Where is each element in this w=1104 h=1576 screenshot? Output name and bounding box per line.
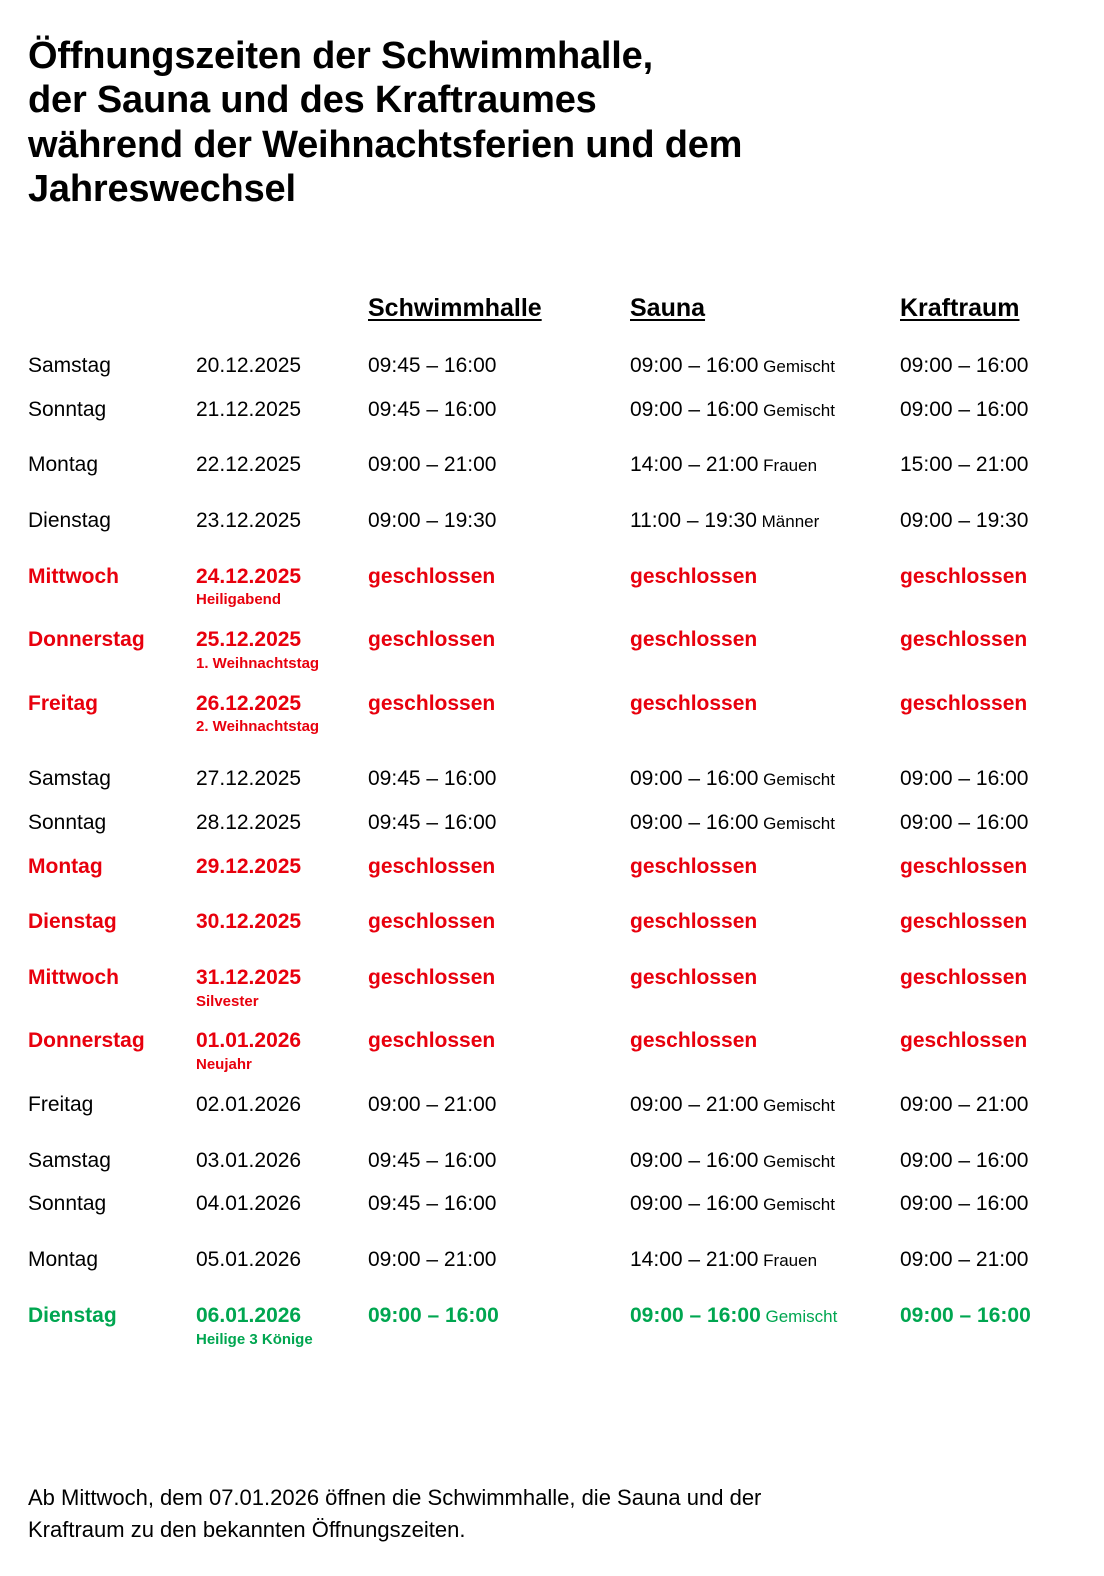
cell-sauna-hours	[630, 806, 900, 840]
cell-sauna-hours	[630, 1187, 900, 1221]
schwimmhalle-hours: 09:45 – 16:00	[368, 353, 497, 377]
schwimmhalle-hours: 09:45 – 16:00	[368, 810, 497, 834]
cell-schwimmhalle-hours	[368, 623, 630, 676]
cell-kraftraum-hours	[900, 1024, 1048, 1077]
row-spacer	[28, 383, 1048, 393]
cell-weekday	[28, 504, 196, 538]
cell-date	[196, 560, 368, 613]
cell-kraftraum-hours	[900, 349, 1048, 383]
weekday-label: Dienstag	[28, 1303, 117, 1327]
weekday-label: Sonntag	[28, 397, 107, 421]
cell-weekday	[28, 806, 196, 840]
cell-kraftraum-hours	[900, 1088, 1048, 1122]
kraftraum-hours: 09:00 – 16:00	[900, 767, 1029, 791]
sauna-hours: geschlossen	[630, 628, 758, 652]
cell-kraftraum-hours	[900, 1243, 1048, 1277]
row-spacer	[28, 740, 1048, 762]
table-row	[28, 448, 1048, 482]
sauna-hours: 09:00 – 16:00	[630, 353, 759, 377]
cell-schwimmhalle-hours	[368, 1088, 630, 1122]
sauna-audience-note: Frauen	[758, 1251, 818, 1271]
sauna-audience-note: Männer	[756, 511, 820, 531]
date-label: 26.12.2025	[196, 691, 302, 715]
cell-weekday	[28, 1088, 196, 1122]
cell-weekday	[28, 1024, 196, 1077]
sauna-audience-note: Gemischt	[758, 1195, 835, 1215]
kraftraum-hours: geschlossen	[900, 854, 1028, 878]
table-row	[28, 1243, 1048, 1277]
table-row	[28, 1088, 1048, 1122]
cell-kraftraum-hours	[900, 393, 1048, 427]
kraftraum-hours: geschlossen	[900, 628, 1028, 652]
cell-sauna-hours	[630, 504, 900, 538]
sauna-hours: 11:00 – 19:30	[630, 508, 757, 532]
column-header-sauna: Sauna	[630, 293, 706, 322]
cell-sauna-hours	[630, 1024, 900, 1077]
cell-date	[196, 1299, 368, 1352]
cell-date	[196, 623, 368, 676]
cell-weekday	[28, 349, 196, 383]
cell-weekday	[28, 1144, 196, 1178]
row-spacer-cell	[28, 1221, 1048, 1243]
cell-kraftraum-hours	[900, 762, 1048, 796]
kraftraum-hours: geschlossen	[900, 564, 1028, 588]
cell-date	[196, 961, 368, 1014]
cell-weekday	[28, 850, 196, 884]
sauna-audience-note: Gemischt	[758, 400, 835, 420]
sauna-hours: 09:00 – 16:00	[630, 397, 759, 421]
schwimmhalle-hours: geschlossen	[368, 854, 496, 878]
column-header-kraftraum: Kraftraum	[900, 293, 1020, 322]
table-row	[28, 349, 1048, 383]
table-row	[28, 560, 1048, 613]
table-row	[28, 961, 1048, 1014]
holiday-name: 1. Weihnachtstag	[196, 654, 320, 672]
date-label: 30.12.2025	[196, 910, 302, 934]
schwimmhalle-hours: 09:45 – 16:00	[368, 1148, 497, 1172]
cell-kraftraum-hours	[900, 448, 1048, 482]
date-label: 04.01.2026	[196, 1192, 302, 1216]
cell-sauna-hours	[630, 762, 900, 796]
cell-date	[196, 1088, 368, 1122]
cell-kraftraum-hours	[900, 806, 1048, 840]
footer-note: Ab Mittwoch, dem 07.01.2026 öffnen die Schwimmhalle, die Sauna und der Kraftraum zu den bekannten Öffnungszeiten.	[28, 1485, 762, 1543]
cell-kraftraum-hours	[900, 623, 1048, 676]
date-label: 29.12.2025	[196, 854, 302, 878]
cell-weekday	[28, 905, 196, 939]
date-label: 01.01.2026	[196, 1029, 302, 1053]
kraftraum-hours: 09:00 – 16:00	[900, 1303, 1031, 1327]
sauna-hours: 09:00 – 16:00	[630, 1303, 761, 1327]
date-label: 27.12.2025	[196, 767, 302, 791]
schedule-table-wrapper	[28, 294, 1076, 1352]
cell-sauna-hours	[630, 393, 900, 427]
cell-schwimmhalle-hours	[368, 1299, 630, 1352]
sauna-hours: geschlossen	[630, 564, 758, 588]
cell-weekday	[28, 762, 196, 796]
row-spacer-cell	[28, 1122, 1048, 1144]
row-spacer	[28, 426, 1048, 448]
kraftraum-hours: 09:00 – 19:30	[900, 508, 1029, 532]
cell-schwimmhalle-hours	[368, 349, 630, 383]
date-label: 21.12.2025	[196, 397, 302, 421]
date-label: 02.01.2026	[196, 1092, 302, 1116]
row-spacer-cell	[28, 426, 1048, 448]
schwimmhalle-hours: geschlossen	[368, 628, 496, 652]
sauna-hours: geschlossen	[630, 1029, 758, 1053]
sauna-hours: 09:00 – 16:00	[630, 1148, 759, 1172]
weekday-label: Montag	[28, 1248, 99, 1272]
schwimmhalle-hours: geschlossen	[368, 691, 496, 715]
row-spacer-cell	[28, 538, 1048, 560]
cell-sauna-hours	[630, 850, 900, 884]
date-label: 06.01.2026	[196, 1303, 302, 1327]
weekday-label: Donnerstag	[28, 1029, 145, 1053]
row-spacer	[28, 677, 1048, 687]
weekday-label: Montag	[28, 453, 99, 477]
cell-date	[196, 1144, 368, 1178]
weekday-label: Montag	[28, 854, 103, 878]
cell-date	[196, 504, 368, 538]
cell-weekday	[28, 623, 196, 676]
cell-schwimmhalle-hours	[368, 560, 630, 613]
cell-sauna-hours	[630, 905, 900, 939]
schwimmhalle-hours: geschlossen	[368, 910, 496, 934]
row-spacer	[28, 1122, 1048, 1144]
table-row	[28, 393, 1048, 427]
kraftraum-hours: 09:00 – 21:00	[900, 1092, 1029, 1116]
kraftraum-hours: geschlossen	[900, 965, 1028, 989]
table-row	[28, 504, 1048, 538]
row-spacer-cell	[28, 796, 1048, 806]
date-label: 05.01.2026	[196, 1248, 302, 1272]
cell-kraftraum-hours	[900, 504, 1048, 538]
cell-date	[196, 762, 368, 796]
cell-sauna-hours	[630, 1299, 900, 1352]
cell-schwimmhalle-hours	[368, 1024, 630, 1077]
column-header-date	[196, 294, 368, 349]
cell-schwimmhalle-hours	[368, 905, 630, 939]
date-label: 03.01.2026	[196, 1148, 302, 1172]
table-row	[28, 905, 1048, 939]
cell-date	[196, 393, 368, 427]
schwimmhalle-hours: geschlossen	[368, 564, 496, 588]
kraftraum-hours: 09:00 – 16:00	[900, 810, 1029, 834]
kraftraum-hours: 09:00 – 16:00	[900, 353, 1029, 377]
sauna-audience-note: Gemischt	[758, 1095, 835, 1115]
row-spacer	[28, 796, 1048, 806]
cell-sauna-hours	[630, 349, 900, 383]
sauna-hours: 09:00 – 16:00	[630, 810, 759, 834]
row-spacer-cell	[28, 1078, 1048, 1088]
row-spacer-cell	[28, 383, 1048, 393]
cell-schwimmhalle-hours	[368, 1144, 630, 1178]
cell-date	[196, 349, 368, 383]
date-label: 31.12.2025	[196, 965, 302, 989]
row-spacer	[28, 840, 1048, 850]
kraftraum-hours: 09:00 – 16:00	[900, 397, 1029, 421]
date-label: 23.12.2025	[196, 508, 302, 532]
schwimmhalle-hours: geschlossen	[368, 1029, 496, 1053]
cell-date	[196, 806, 368, 840]
weekday-label: Dienstag	[28, 910, 117, 934]
cell-sauna-hours	[630, 1144, 900, 1178]
sauna-hours: 09:00 – 21:00	[630, 1092, 759, 1116]
cell-sauna-hours	[630, 1088, 900, 1122]
cell-weekday	[28, 393, 196, 427]
cell-schwimmhalle-hours	[368, 448, 630, 482]
cell-schwimmhalle-hours	[368, 1243, 630, 1277]
kraftraum-hours: geschlossen	[900, 691, 1028, 715]
sauna-hours: 09:00 – 16:00	[630, 1192, 759, 1216]
schwimmhalle-hours: 09:00 – 21:00	[368, 1248, 497, 1272]
kraftraum-hours: geschlossen	[900, 910, 1028, 934]
sauna-hours: 14:00 – 21:00	[630, 453, 759, 477]
cell-weekday	[28, 1243, 196, 1277]
column-header-schwimmhalle: Schwimmhalle	[368, 293, 542, 322]
cell-date	[196, 1024, 368, 1077]
weekday-label: Samstag	[28, 1148, 111, 1172]
weekday-label: Samstag	[28, 767, 111, 791]
cell-date	[196, 1187, 368, 1221]
kraftraum-hours: 09:00 – 16:00	[900, 1192, 1029, 1216]
cell-sauna-hours	[630, 623, 900, 676]
weekday-label: Sonntag	[28, 1192, 107, 1216]
cell-kraftraum-hours	[900, 687, 1048, 740]
schwimmhalle-hours: 09:00 – 16:00	[368, 1303, 499, 1327]
weekday-label: Sonntag	[28, 810, 107, 834]
row-spacer-cell	[28, 482, 1048, 504]
row-spacer-cell	[28, 840, 1048, 850]
sauna-audience-note: Gemischt	[758, 813, 835, 833]
cell-weekday	[28, 961, 196, 1014]
weekday-label: Samstag	[28, 353, 111, 377]
cell-weekday	[28, 1187, 196, 1221]
cell-date	[196, 905, 368, 939]
cell-weekday	[28, 448, 196, 482]
cell-sauna-hours	[630, 560, 900, 613]
date-label: 22.12.2025	[196, 453, 302, 477]
row-spacer	[28, 538, 1048, 560]
holiday-name: Neujahr	[196, 1056, 252, 1074]
schwimmhalle-hours: 09:00 – 21:00	[368, 453, 497, 477]
date-label: 24.12.2025	[196, 564, 302, 588]
weekday-label: Freitag	[28, 1092, 94, 1116]
cell-sauna-hours	[630, 961, 900, 1014]
cell-kraftraum-hours	[900, 905, 1048, 939]
cell-schwimmhalle-hours	[368, 1187, 630, 1221]
weekday-label: Dienstag	[28, 508, 111, 532]
row-spacer	[28, 883, 1048, 905]
table-head	[28, 294, 1048, 349]
cell-kraftraum-hours	[900, 850, 1048, 884]
weekday-label: Freitag	[28, 691, 99, 715]
cell-date	[196, 448, 368, 482]
schwimmhalle-hours: 09:45 – 16:00	[368, 1192, 497, 1216]
row-spacer-cell	[28, 1277, 1048, 1299]
table-row	[28, 806, 1048, 840]
cell-schwimmhalle-hours	[368, 806, 630, 840]
cell-schwimmhalle-hours	[368, 850, 630, 884]
sauna-audience-note: Gemischt	[758, 770, 835, 790]
sauna-hours: geschlossen	[630, 854, 758, 878]
row-spacer	[28, 1277, 1048, 1299]
table-row	[28, 762, 1048, 796]
table-row	[28, 1187, 1048, 1221]
weekday-label: Mittwoch	[28, 564, 119, 588]
schwimmhalle-hours: geschlossen	[368, 965, 496, 989]
holiday-name: Heilige 3 Könige	[196, 1330, 313, 1348]
cell-kraftraum-hours	[900, 1187, 1048, 1221]
row-spacer	[28, 1177, 1048, 1187]
cell-schwimmhalle-hours	[368, 504, 630, 538]
schwimmhalle-hours: 09:45 – 16:00	[368, 767, 497, 791]
row-spacer	[28, 613, 1048, 623]
cell-weekday	[28, 687, 196, 740]
row-spacer	[28, 1221, 1048, 1243]
table-row	[28, 1299, 1048, 1352]
cell-schwimmhalle-hours	[368, 687, 630, 740]
column-header-day	[28, 294, 196, 349]
sauna-audience-note: Gemischt	[760, 1306, 838, 1326]
cell-schwimmhalle-hours	[368, 762, 630, 796]
row-spacer	[28, 1014, 1048, 1024]
sauna-hours: geschlossen	[630, 691, 758, 715]
row-spacer-cell	[28, 1177, 1048, 1187]
row-spacer-cell	[28, 740, 1048, 762]
cell-kraftraum-hours	[900, 1144, 1048, 1178]
row-spacer-cell	[28, 939, 1048, 961]
cell-date	[196, 1243, 368, 1277]
table-row	[28, 1144, 1048, 1178]
sauna-audience-note: Gemischt	[758, 1151, 835, 1171]
row-spacer-cell	[28, 677, 1048, 687]
cell-weekday	[28, 1299, 196, 1352]
row-spacer-cell	[28, 1014, 1048, 1024]
schwimmhalle-hours: 09:00 – 21:00	[368, 1092, 497, 1116]
sauna-hours: 09:00 – 16:00	[630, 767, 759, 791]
sauna-hours: geschlossen	[630, 910, 758, 934]
opening-hours-table	[28, 294, 1048, 1352]
row-spacer	[28, 1078, 1048, 1088]
cell-schwimmhalle-hours	[368, 393, 630, 427]
sauna-hours: 14:00 – 21:00	[630, 1248, 759, 1272]
kraftraum-hours: geschlossen	[900, 1029, 1028, 1053]
holiday-name: 2. Weihnachtstag	[196, 718, 320, 736]
row-spacer	[28, 939, 1048, 961]
table-body	[28, 349, 1048, 1352]
cell-kraftraum-hours	[900, 1299, 1048, 1352]
row-spacer-cell	[28, 613, 1048, 623]
page-title: Öffnungszeiten der Schwimmhalle, der Sauna und des Kraftraumes während der Weihnachtsferien und dem Jahreswechsel	[28, 35, 743, 211]
table-header-row	[28, 294, 1048, 349]
holiday-name: Silvester	[196, 992, 259, 1010]
cell-weekday	[28, 560, 196, 613]
row-spacer-cell	[28, 883, 1048, 905]
cell-date	[196, 850, 368, 884]
date-label: 28.12.2025	[196, 810, 302, 834]
cell-sauna-hours	[630, 687, 900, 740]
cell-kraftraum-hours	[900, 560, 1048, 613]
date-label: 20.12.2025	[196, 353, 302, 377]
kraftraum-hours: 09:00 – 16:00	[900, 1148, 1029, 1172]
schwimmhalle-hours: 09:45 – 16:00	[368, 397, 497, 421]
schwimmhalle-hours: 09:00 – 19:30	[368, 508, 497, 532]
cell-schwimmhalle-hours	[368, 961, 630, 1014]
date-label: 25.12.2025	[196, 628, 302, 652]
table-row	[28, 687, 1048, 740]
weekday-label: Donnerstag	[28, 628, 145, 652]
cell-sauna-hours	[630, 448, 900, 482]
cell-kraftraum-hours	[900, 961, 1048, 1014]
cell-date	[196, 687, 368, 740]
holiday-name: Heiligabend	[196, 591, 282, 609]
kraftraum-hours: 15:00 – 21:00	[900, 453, 1029, 477]
sauna-audience-note: Frauen	[758, 456, 818, 476]
row-spacer	[28, 482, 1048, 504]
table-row	[28, 850, 1048, 884]
weekday-label: Mittwoch	[28, 965, 119, 989]
kraftraum-hours: 09:00 – 21:00	[900, 1248, 1029, 1272]
table-row	[28, 1024, 1048, 1077]
sauna-audience-note: Gemischt	[758, 356, 835, 376]
table-row	[28, 623, 1048, 676]
sauna-hours: geschlossen	[630, 965, 758, 989]
cell-sauna-hours	[630, 1243, 900, 1277]
